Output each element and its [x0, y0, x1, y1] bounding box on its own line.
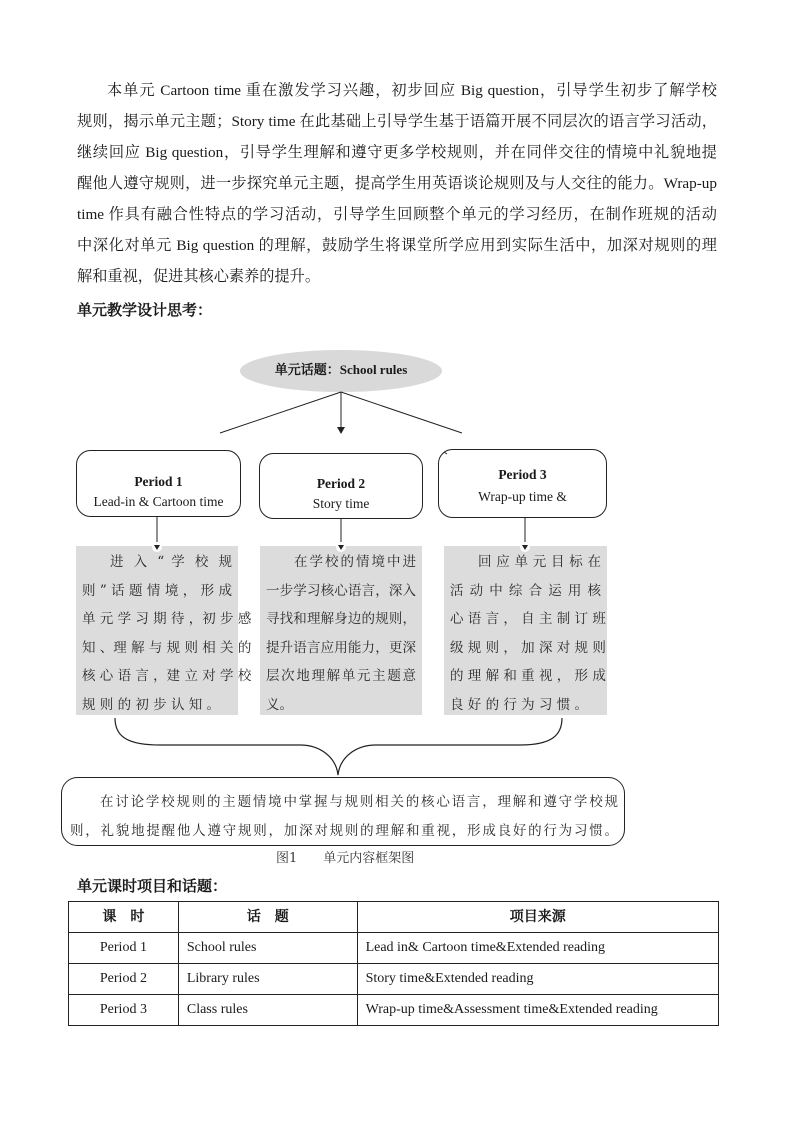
cell-source: Story time&Extended reading: [357, 964, 718, 995]
description-line: 在学校的情境中进: [294, 554, 416, 570]
cell-topic: School rules: [178, 933, 357, 964]
description-line: 核 心 语 言 ，建 立 对 学 校: [82, 668, 252, 684]
table-header-row: [69, 902, 719, 933]
period-3-title: Period 3: [498, 467, 547, 482]
description-line: 规 则 的 初 步 认 知 。: [82, 696, 221, 713]
description-line: 心 语 言 ， 自 主 制 订 班: [450, 611, 606, 627]
description-line: 进 入 “ 学 校 规: [110, 554, 232, 570]
cell-period: Period 2: [69, 964, 179, 995]
header-period: 课 时: [69, 902, 179, 933]
description-line: 单 元 学 习 期 待 ，初 步 感: [82, 611, 252, 627]
figure-number: 图1: [276, 851, 298, 866]
table-heading: 单元课时项目和话题：: [77, 877, 228, 895]
description-line: 则 ” 话 题 情 境 ， 形 成: [82, 582, 232, 599]
description-line: 回 应 单 元 目 标 在: [478, 554, 601, 570]
cell-source: Wrap-up time&Assessment time&Extended reading: [357, 995, 718, 1026]
description-line: 提升语言应用能力，更深: [266, 639, 416, 656]
paragraph-line: time 作具有融合性特点的学习活动，引导学生回顾整个单元的学习经历，在制作班规的活动: [77, 206, 717, 223]
table-row: [69, 964, 719, 995]
description-line: 的 理 解 和 重 视 ， 形 成: [450, 668, 606, 684]
cell-topic: Class rules: [178, 995, 357, 1026]
description-line: 知 、理 解 与 规 则 相 关 的: [82, 639, 252, 656]
table-row: [69, 933, 719, 964]
description-line: 良 好 的 行 为 习 惯 。: [450, 696, 589, 713]
description-line: 寻找和理解身边的规则，: [266, 611, 416, 627]
paragraph-line: 醒他人遵守规则，进一步探究单元主题，提高学生用英语谈论规则及与人交往的能力。Wrap-up: [77, 175, 717, 192]
period-2-subtitle: Story time: [312, 496, 370, 511]
paragraph-line: 解和重视，促进其核心素养的提升。: [77, 268, 320, 285]
header-source: 项目来源: [357, 902, 718, 933]
cell-period: Period 3: [69, 995, 179, 1026]
period-3-subtitle: Wrap-up time &: [478, 489, 567, 504]
cell-source: Lead in& Cartoon time&Extended reading: [357, 933, 718, 964]
summary-box: [70, 788, 618, 846]
paragraph-line: 规则，揭示单元主题；Story time 在此基础上引导学生基于语篇开展不同层次的语言学习活动，: [77, 113, 717, 130]
period-2-title: Period 2: [316, 476, 366, 491]
cell-topic: Library rules: [178, 964, 357, 995]
paragraph-line: 继续回应 Big question，引导学生理解和遵守更多学校规则，并在同伴交往的情境中礼貌地提: [77, 144, 717, 161]
paragraph-line: 本单元 Cartoon time 重在激发学习兴趣，初步回应 Big question，引导学生初步了解学校: [107, 82, 717, 99]
design-heading: 单元教学设计思考：: [77, 301, 213, 319]
description-line: 活 动 中 综 合 运 用 核: [450, 582, 601, 599]
description-line: 级 规 则 ， 加 深 对 规 则: [450, 639, 606, 656]
header-topic: 话 题: [178, 902, 357, 933]
description-line: 层次地理解单元主题意: [266, 668, 416, 684]
description-line: 一步学习核心语言，深入: [266, 582, 416, 599]
figure-caption: [276, 850, 414, 868]
unit-topic-label: 单元话题：School rules: [274, 362, 408, 377]
period-1-subtitle: Lead-in & Cartoon time: [93, 494, 224, 509]
summary-line: 在讨论学校规则的主题情境中掌握与规则相关的核心语言，理解和遵守学校规: [100, 794, 618, 810]
period-1-title: Period 1: [134, 474, 183, 489]
description-line: 义。: [266, 696, 293, 713]
table-row: [69, 995, 719, 1026]
paragraph-line: 中深化对单元 Big question 的理解，鼓励学生将课堂所学应用到实际生活中，加深对规则的理: [77, 237, 717, 254]
summary-line: 则，礼貌地提醒他人遵守规则，加深对规则的理解和重视，形成良好的行为习惯。: [70, 823, 618, 839]
period-topics-table: [68, 901, 719, 1026]
figure-title: 单元内容框架图: [323, 851, 415, 866]
cell-period: Period 1: [69, 933, 179, 964]
